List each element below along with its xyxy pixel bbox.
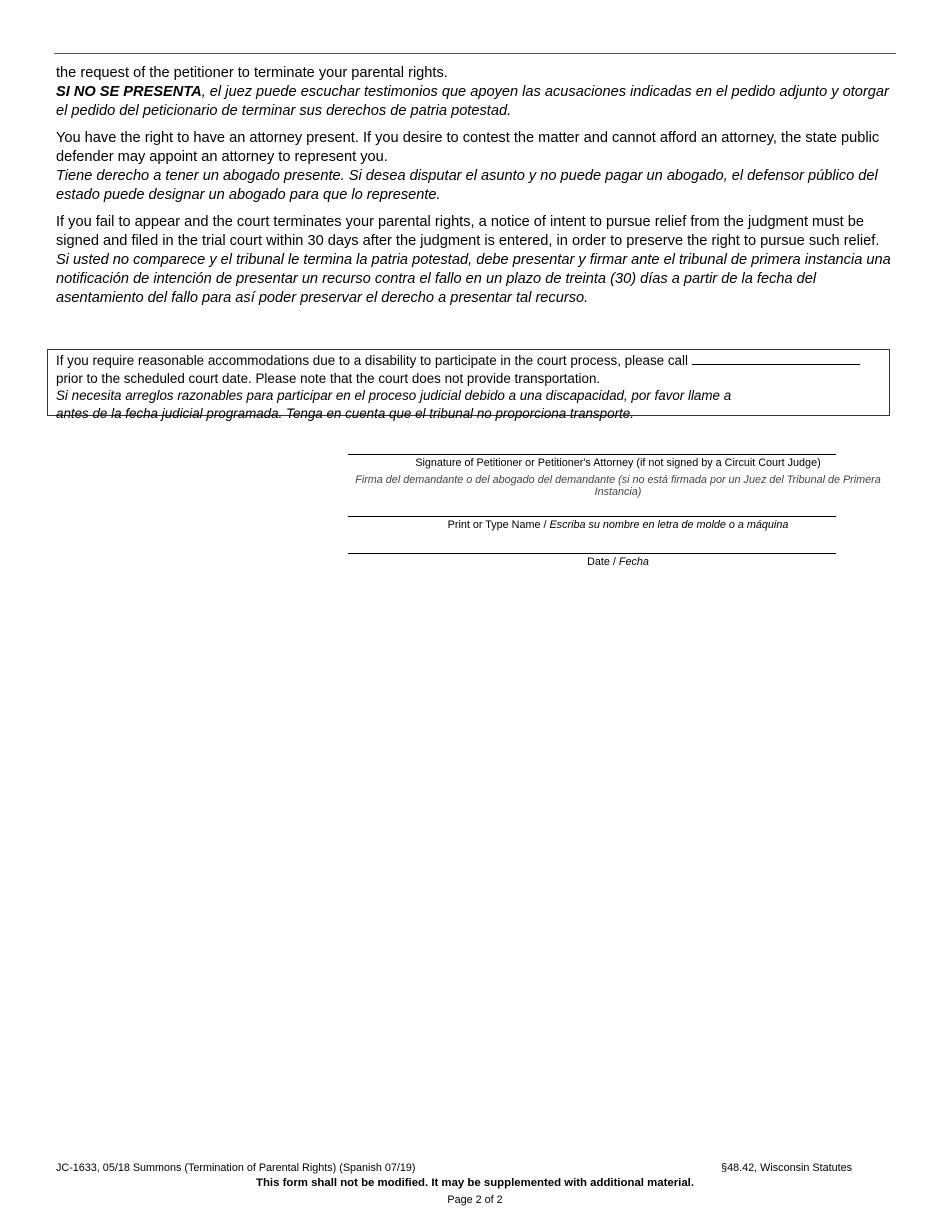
body-text <box>56 64 898 316</box>
accommodation-es-line1: Si necesita arreglos razonables para participar en el proceso judicial debido a una discapacidad, por favor llame a <box>56 388 732 403</box>
paragraph-relief <box>56 213 898 308</box>
accommodation-en-line1 <box>56 352 889 370</box>
print-name-field[interactable] <box>348 516 836 517</box>
signature-label: Signature of Petitioner or Petitioner's Attorney (if not signed by a Circuit Court Judge) <box>415 457 821 469</box>
phone-blank-field[interactable] <box>692 352 860 365</box>
footer-notice: This form shall not be modified. It may be supplemented with additional material. <box>256 1177 694 1189</box>
signature-block <box>348 454 888 498</box>
footer-page-number: Page 2 of 2 <box>447 1194 503 1206</box>
date-field[interactable] <box>348 553 836 554</box>
date-label-es: Fecha <box>618 556 649 568</box>
paragraph-failure-to-appear <box>56 64 898 121</box>
date-label <box>348 556 888 569</box>
print-name-block <box>348 516 888 532</box>
top-rule <box>54 53 896 54</box>
date-label-en: Date / <box>587 556 619 568</box>
paragraph-es: Tiene derecho a tener un abogado presente. Si desea disputar el asunto y no puede pagar un abogado, el defensor público del estado puede designar un abogado para que lo represente. <box>56 168 878 203</box>
print-name-label <box>348 519 888 532</box>
accommodation-en-text: If you require reasonable accommodations due to a disability to participate in the court process, please call <box>56 353 688 368</box>
paragraph-en: the request of the petitioner to terminate your parental rights. <box>56 65 448 81</box>
date-block <box>348 553 888 569</box>
footer-statute: §48.42, Wisconsin Statutes <box>721 1162 852 1174</box>
accommodation-en-line2: prior to the scheduled court date. Please note that the court does not provide transportation. <box>56 370 601 386</box>
accommodation-box <box>47 349 890 421</box>
paragraph-en: If you fail to appear and the court terminates your parental rights, a notice of intent to pursue relief from the judgment must be signed and filed in the trial court within 30 days after the judgment is entered, in order to preserve the right to pursue such relief. <box>56 214 880 249</box>
si-no-se-presenta: SI NO SE PRESENTA <box>56 84 202 100</box>
accommodation-es-line2: antes de la fecha judicial programada. Tenga en cuenta que el tribunal no proporciona transporte. <box>56 405 634 421</box>
paragraph-es-rest: , el juez puede escuchar testimonios que apoyen las acusaciones indicadas en el pedido adjunto y otorgar el pedido del peticionario de terminar sus derechos de patria potestad. <box>56 84 889 119</box>
paragraph-es: Si usted no comparece y el tribunal le termina la patria potestad, debe presentar y firmar ante el tribunal de primera instancia una notificación de intención de presentar un recurso contra el fallo en un plazo de treinta (30) días a partir de la fecha del asentamiento del fallo para así poder preservar el derecho a presentar tal recurso. <box>56 252 891 306</box>
signature-label-es: Firma del demandante o del abogado del demandante (si no está firmada por un Juez del Tribunal de Primera Instancia) <box>355 474 881 498</box>
print-name-label-en: Print or Type Name / <box>447 519 550 531</box>
signature-field[interactable] <box>348 454 836 455</box>
footer-form-id: JC-1633, 05/18 Summons (Termination of Parental Rights) (Spanish 07/19) <box>56 1162 416 1174</box>
paragraph-en: You have the right to have an attorney present. If you desire to contest the matter and cannot afford an attorney, the state public defender may appoint an attorney to represent you. <box>56 130 880 165</box>
paragraph-attorney <box>56 129 898 205</box>
paragraph-es <box>56 84 889 119</box>
print-name-label-es: Escriba su nombre en letra de molde o a máquina <box>549 519 789 531</box>
